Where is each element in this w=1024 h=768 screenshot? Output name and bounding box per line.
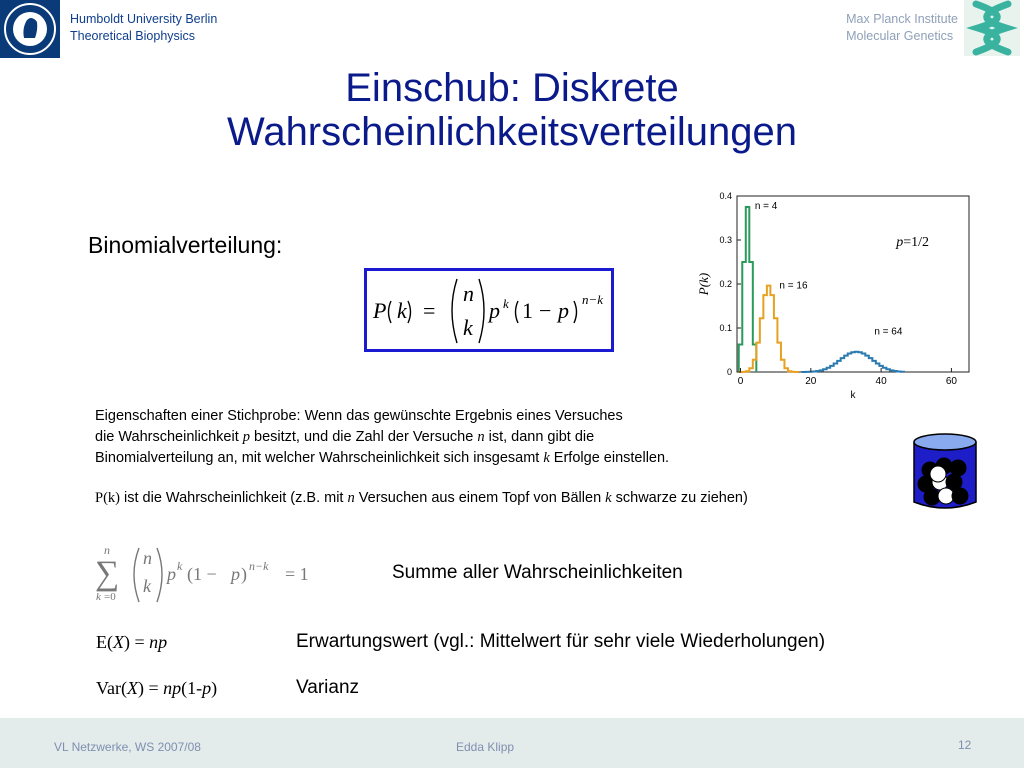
svg-text:n−k: n−k <box>249 559 269 573</box>
desc-text: schwarze zu ziehen) <box>611 490 748 506</box>
svg-text:n: n <box>463 281 474 306</box>
svg-text:(1 −: (1 − <box>187 564 217 584</box>
var-formula-part: Var( <box>96 678 127 698</box>
desc-text: Binomialverteilung an, mit welcher Wahrscheinlichkeit sich insgesamt <box>95 450 544 466</box>
svg-text:p: p <box>167 564 176 584</box>
svg-text:k: k <box>177 559 183 573</box>
y-tick-label: 0.4 <box>719 191 732 201</box>
desc-var-k: k <box>605 490 612 506</box>
variance-formula <box>96 678 217 699</box>
slide-title <box>0 66 1024 154</box>
university-line1: Humboldt University Berlin <box>70 12 218 26</box>
humboldt-seal-logo <box>0 0 60 58</box>
description-line2 <box>95 427 594 447</box>
y-tick-label: 0.2 <box>719 279 732 289</box>
svg-text:n: n <box>143 548 152 568</box>
header-left <box>0 0 260 58</box>
svg-text:k: k <box>96 591 101 603</box>
svg-text:=: = <box>423 298 436 323</box>
description-line4 <box>95 488 748 508</box>
ew-formula-part: ) = <box>124 632 150 652</box>
svg-text:1: 1 <box>522 298 533 323</box>
description-line1: Eigenschaften einer Stichprobe: Wenn das gewünschte Ergebnis eines Versuches <box>95 408 623 424</box>
desc-var-n: n <box>347 490 355 506</box>
sum-formula <box>95 540 335 611</box>
y-tick-label: 0 <box>726 367 732 377</box>
ew-formula-part: E( <box>96 632 113 652</box>
svg-text:p: p <box>231 564 240 584</box>
svg-text:P: P <box>373 298 387 323</box>
footer-page-number: 12 <box>958 738 972 752</box>
svg-text:p: p <box>558 298 569 323</box>
x-tick-label: 40 <box>875 376 887 387</box>
institute-name <box>846 11 958 45</box>
series-label: n = 4 <box>754 201 778 213</box>
desc-var-n: n <box>477 429 485 445</box>
university-name <box>70 11 217 45</box>
desc-text: die Wahrscheinlichkeit <box>95 429 243 445</box>
x-tick-label: 0 <box>737 376 744 387</box>
footer-bar <box>0 718 1024 768</box>
var-formula-part: ) <box>211 678 218 698</box>
y-tick-label: 0.1 <box>719 323 732 333</box>
svg-text:k: k <box>397 298 407 323</box>
svg-text:k: k <box>503 296 509 311</box>
svg-text:= 1: = 1 <box>285 564 309 584</box>
expectation-text: Erwartungswert (vgl.: Mittelwert für sehr viele Wiederholungen) <box>296 631 826 652</box>
binomial-formula <box>367 271 611 349</box>
desc-text: besitzt, und die Zahl der Versuche <box>250 429 478 445</box>
desc-var-k: k <box>543 450 550 466</box>
svg-text:n−k: n−k <box>582 292 604 307</box>
desc-text: Erfolge einstellen. <box>549 450 670 466</box>
svg-text:): ) <box>241 564 247 584</box>
desc-pk: P(k) <box>95 490 120 506</box>
ew-var-x: X <box>113 632 124 652</box>
binomial-label: Binomialverteilung: <box>88 232 283 258</box>
var-formula-part: ) = <box>137 678 164 698</box>
svg-text:=0: =0 <box>104 591 116 603</box>
title-line2: Wahrscheinlichkeitsverteilungen <box>227 110 797 154</box>
series-label: n = 16 <box>779 280 808 292</box>
footer-course: VL Netzwerke, WS 2007/08 <box>54 740 201 754</box>
binomial-formula-box <box>364 268 614 352</box>
desc-text: Versuchen aus einem Topf von Bällen <box>354 490 606 506</box>
var-var-x: X <box>126 678 138 698</box>
var-var-p: p <box>202 678 212 698</box>
binomial-chart-svg <box>690 188 980 403</box>
svg-text:∑: ∑ <box>95 555 120 592</box>
svg-text:p: p <box>489 298 500 323</box>
desc-var-p: p <box>242 429 250 445</box>
university-line2: Theoretical Biophysics <box>70 29 196 43</box>
title-line1: Einschub: Diskrete <box>345 66 679 110</box>
institute-line2: Molecular Genetics <box>846 29 954 43</box>
x-tick-label: 20 <box>805 376 817 387</box>
binomial-chart <box>690 188 980 403</box>
desc-text: ist die Wahrscheinlichkeit (z.B. mit <box>119 490 348 506</box>
footer-author: Edda Klipp <box>456 740 515 754</box>
series-label: n = 64 <box>874 326 903 338</box>
urn-with-balls-icon <box>910 430 980 512</box>
max-planck-dna-logo <box>964 0 1020 56</box>
chart-annotation-p: p=1/2 <box>896 235 929 250</box>
desc-text: ist, dann gibt die <box>484 429 595 445</box>
expectation-formula <box>96 632 167 653</box>
variance-text: Varianz <box>296 677 360 698</box>
svg-text:−: − <box>539 298 552 323</box>
ew-var-np: np <box>149 632 168 652</box>
var-formula-part: (1- <box>181 678 203 698</box>
var-var-np: np <box>163 678 182 698</box>
y-tick-label: 0.3 <box>719 235 732 245</box>
sum-label: Summe aller Wahrscheinlichkeiten <box>392 562 683 583</box>
x-axis-label: k <box>850 390 856 401</box>
svg-text:n: n <box>104 543 110 557</box>
x-tick-label: 60 <box>945 376 957 387</box>
description-line3 <box>95 448 669 468</box>
svg-text:k: k <box>143 576 151 596</box>
svg-text:k: k <box>463 315 473 340</box>
plot-frame <box>737 196 969 372</box>
institute-line1: Max Planck Institute <box>846 12 958 26</box>
y-axis-label: P(k) <box>696 272 711 296</box>
